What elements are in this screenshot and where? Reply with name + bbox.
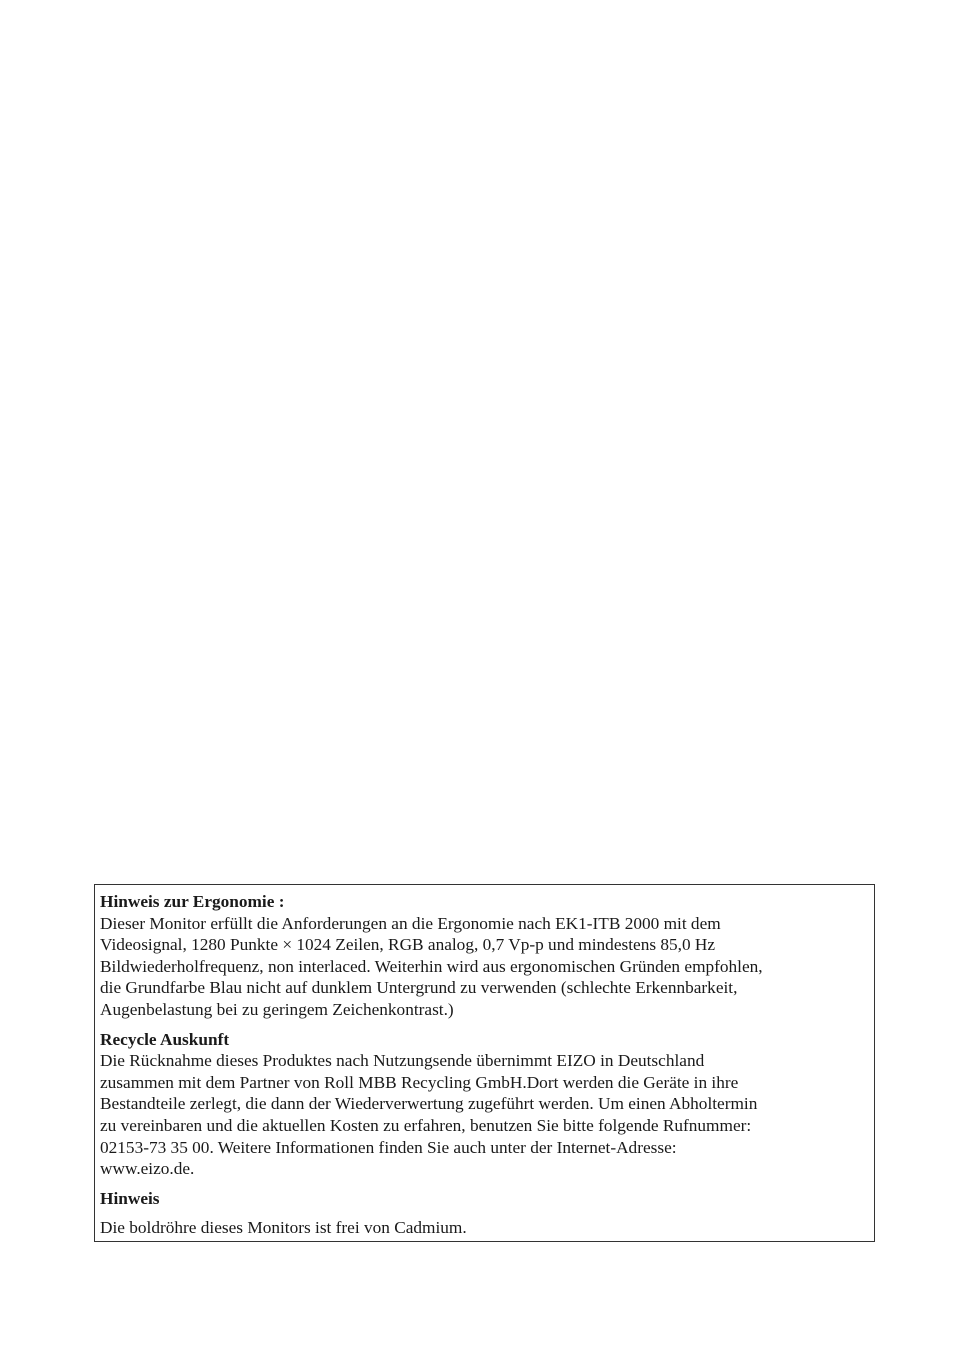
ergonomics-line: Bildwiederholfrequenz, non interlaced. Weiterhin wird aus ergonomischen Gründen empfohlen, bbox=[100, 956, 763, 976]
recycle-line: 02153-73 35 00. Weitere Informationen finden Sie auch unter der Internet-Adresse: bbox=[100, 1137, 677, 1157]
recycle-line: zusammen mit dem Partner von Roll MBB Recycling GmbH.Dort werden die Geräte in ihre bbox=[100, 1072, 739, 1092]
spacer bbox=[100, 1209, 869, 1217]
notice-box bbox=[94, 884, 875, 1242]
ergonomics-heading: Hinweis zur Ergonomie : bbox=[100, 892, 285, 911]
recycle-line: www.eizo.de. bbox=[100, 1159, 195, 1179]
recycle-line: Bestandteile zerlegt, die dann der Wiederverwertung zugeführt werden. Um einen Abholtermin bbox=[100, 1094, 758, 1114]
recycle-heading: Recycle Auskunft bbox=[100, 1029, 230, 1049]
recycle-section bbox=[100, 1029, 869, 1180]
ergonomics-line: die Grundfarbe Blau nicht auf dunklem Untergrund zu verwenden (schlechte Erkennbarkeit, bbox=[100, 978, 738, 998]
ergonomics-line: Dieser Monitor erfüllt die Anforderungen an die Ergonomie nach EK1-ITB 2000 mit dem bbox=[100, 913, 721, 933]
ergonomics-line: Videosignal, 1280 Punkte × 1024 Zeilen, RGB analog, 0,7 Vp-p und mindestens 85,0 Hz bbox=[100, 935, 716, 955]
cadmium-section bbox=[100, 1188, 869, 1239]
ergonomics-section bbox=[100, 891, 869, 1021]
cadmium-heading: Hinweis bbox=[100, 1188, 160, 1208]
cadmium-text: Die boldröhre dieses Monitors ist frei von Cadmium. bbox=[100, 1218, 467, 1238]
recycle-line: Die Rücknahme dieses Produktes nach Nutzungsende übernimmt EIZO in Deutschland bbox=[100, 1051, 705, 1071]
recycle-line: zu vereinbaren und die aktuellen Kosten zu erfahren, benutzen Sie bitte folgende Rufnummer: bbox=[100, 1115, 752, 1135]
ergonomics-line: Augenbelastung bei zu geringem Zeichenkontrast.) bbox=[100, 999, 454, 1019]
